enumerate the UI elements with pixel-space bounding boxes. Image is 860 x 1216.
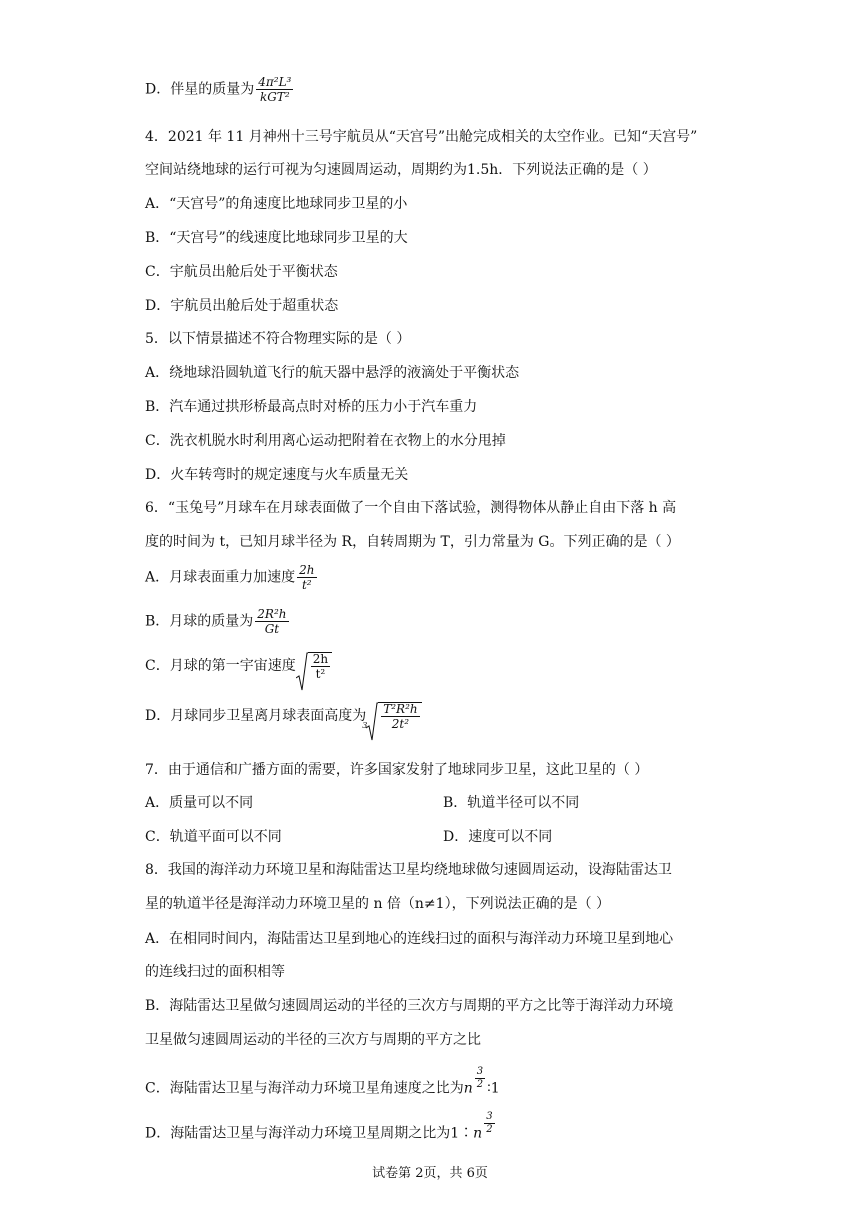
q5-option-d: D．火车转弯时的规定速度与火车质量无关: [145, 467, 409, 483]
q7-option-a: A．质量可以不同: [145, 795, 254, 811]
q3-option-d: [145, 76, 295, 103]
q4-option-b: B．“天宫号”的线速度比地球同步卫星的大: [145, 230, 408, 246]
q8-stem-line2: 星的轨道半径是海洋动力环境卫星的 n 倍（n≠1），下列说法正确的是（ ）: [145, 896, 611, 912]
cube-root-sign-icon: [366, 702, 378, 742]
q6-option-c: [145, 652, 332, 680]
q8-option-a-line1: A．在相同时间内，海陆雷达卫星到地心的连线扫过的面积与海洋动力环境卫星到地心: [145, 931, 674, 947]
sqrt-sign-icon: [296, 652, 308, 692]
page-footer: 试卷第 2页，共 6页: [372, 1166, 488, 1181]
q8-stem-line1: 8．我国的海洋动力环境卫星和海陆雷达卫星均绕地球做匀速圆周运动，设海陆雷达卫: [145, 862, 672, 878]
q6-option-b: [145, 608, 291, 635]
q8-option-b-line2: 卫星做匀速圆周运动的半径的三次方与周期的平方之比: [145, 1032, 481, 1048]
q8-option-d-exponent: $\frac{3}{2}$: [486, 1111, 493, 1135]
q8-option-c-exponent: $\frac{3}{2}$: [476, 1066, 484, 1090]
q6-option-d: [145, 702, 422, 730]
q6-stem-line1: 6．“玉兔号”月球车在月球表面做了一个自由下落试验，测得物体从静止自由下落 h 高: [145, 500, 677, 516]
q3-option-d-label: D．伴星的质量为: [145, 81, 255, 98]
q8-option-d-label: D．海陆雷达卫星与海洋动力环境卫星周期之比为: [145, 1125, 451, 1142]
q6-option-d-label: D．月球同步卫星离月球表面高度为: [145, 708, 367, 724]
q6-stem-line2: 度的时间为 t，已知月球半径为 R，自转周期为 T，引力常量为 G。下列正确的是（ ）: [145, 534, 680, 550]
q4-stem-line2: 空间站绕地球的运行可视为匀速圆周运动，周期约为1.5h．下列说法正确的是（ ）: [145, 162, 657, 178]
q5-option-c: C．洗衣机脱水时利用离心运动把附着在衣物上的水分甩掉: [145, 433, 506, 449]
q8-option-a-line2: 的连线扫过的面积相等: [145, 964, 285, 980]
q4-stem-line1: 4．2021 年 11 月神州十三号宇航员从“天宫号”出舱完成相关的太空作业。已知“天宫号”: [145, 129, 698, 145]
q8-option-d: D．海陆雷达卫星与海洋动力环境卫星周期之比为1∶n $\frac{3}{2}$: [145, 1111, 493, 1142]
q8-option-c-label: C．海陆雷达卫星与海洋动力环境卫星角速度之比为: [145, 1080, 464, 1097]
q7-option-b: B．轨道半径可以不同: [443, 795, 580, 811]
q5-stem: 5．以下情景描述不符合物理实际的是（ ）: [145, 331, 411, 347]
q4-option-a: A．“天宫号”的角速度比地球同步卫星的小: [145, 196, 408, 212]
q7-option-d: D．速度可以不同: [443, 829, 553, 845]
q4-option-d: D．宇航员出舱后处于超重状态: [145, 298, 339, 314]
q6-option-d-cbrt: 3 $\frac{\text{T²R²h}}{\text{2t²}}$: [366, 702, 421, 730]
q6-option-a-label: A．月球表面重力加速度: [145, 569, 296, 586]
q4-option-c: C．宇航员出舱后处于平衡状态: [145, 264, 338, 280]
q6-option-a-fraction: $\frac{2h}{\text{t²}}$: [299, 563, 315, 592]
q6-option-b-label: B．月球的质量为: [145, 613, 254, 630]
q5-option-b: B．汽车通过拱形桥最高点时对桥的压力小于汽车重力: [145, 399, 478, 415]
q7-option-c: C．轨道平面可以不同: [145, 829, 282, 845]
q6-option-c-label: C．月球的第一宇宙速度: [145, 658, 296, 674]
q8-option-b-line1: B．海陆雷达卫星做匀速圆周运动的半径的三次方与周期的平方之比等于海洋动力环境: [145, 998, 674, 1014]
q7-stem: 7．由于通信和广播方面的需要，许多国家发射了地球同步卫星，这此卫星的（ ）: [145, 762, 649, 778]
q8-option-c: C．海陆雷达卫星与海洋动力环境卫星角速度之比为n $\frac{3}{2}$ ∶1: [145, 1066, 500, 1097]
q5-option-a: A．绕地球沿圆轨道飞行的航天器中悬浮的液滴处于平衡状态: [145, 365, 520, 381]
q6-option-b-fraction: $\frac{\text{2R²h}}{Gt}$: [257, 607, 287, 636]
q6-option-a: [145, 564, 319, 591]
q3-option-d-fraction: $\frac{\text{4π²L³}}{\text{kGT²}}$: [258, 75, 292, 104]
q6-option-c-sqrt: $\frac{2h}{\text{t²}}$: [296, 652, 332, 680]
